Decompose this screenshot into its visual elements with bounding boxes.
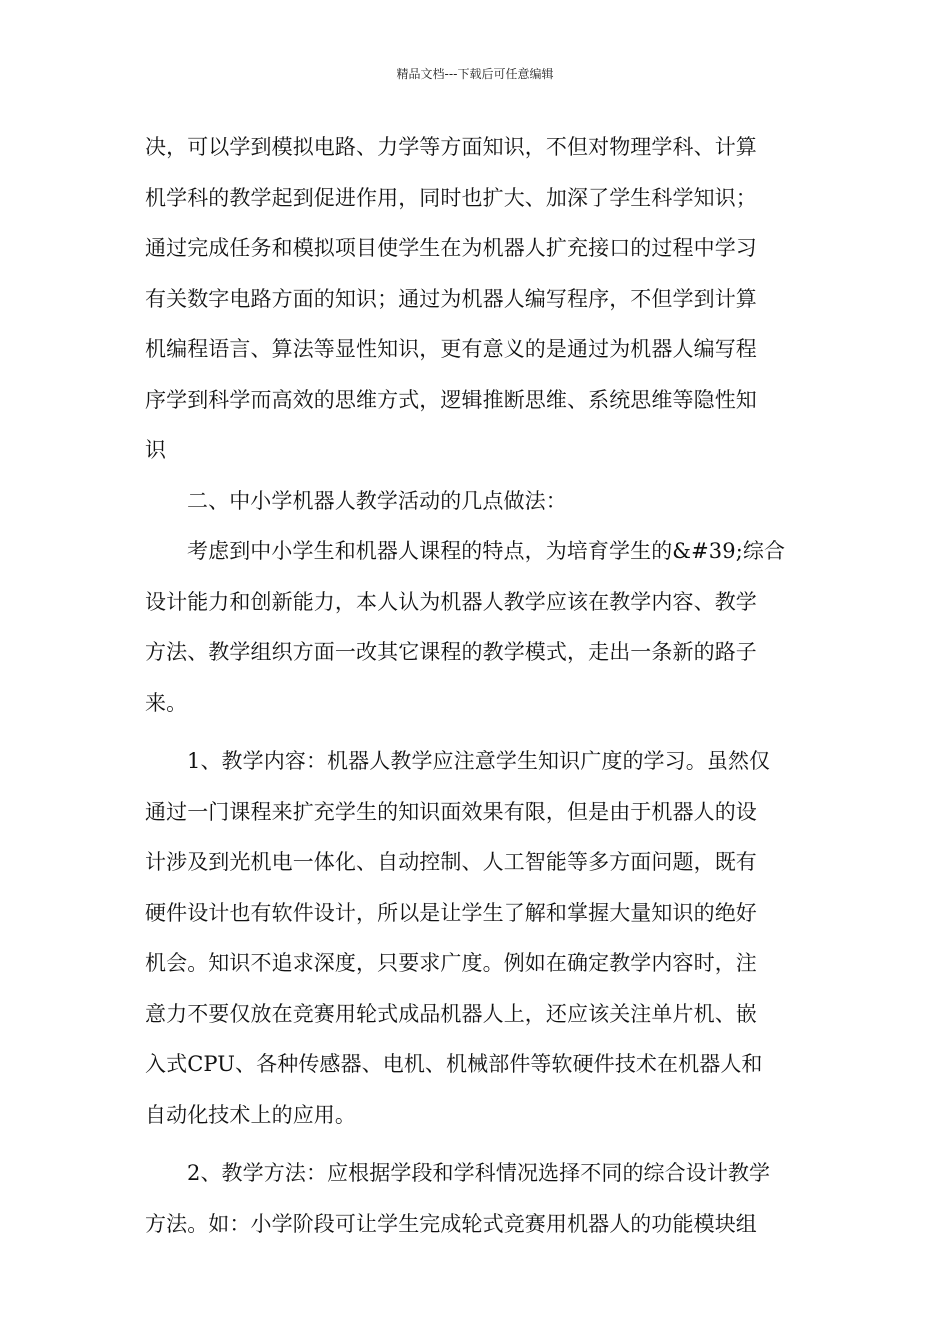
paragraph-line: 有关数字电路方面的知识；通过为机器人编写程序，不但学到计算 <box>145 286 757 311</box>
paragraph-line: 机编程语言、算法等显性知识，更有意义的是通过为机器人编写程 <box>145 337 757 361</box>
paragraph-line: 序学到科学而高效的思维方式，逻辑推断思维、系统思维等隐性知 <box>145 387 757 412</box>
paragraph-gap <box>145 728 810 736</box>
paragraph-line: 硬件设计也有软件设计，所以是让学生了解和掌握大量知识的绝好 <box>145 900 757 925</box>
paragraph-line: 机会。知识不追求深度，只要求广度。例如在确定教学内容时，注 <box>145 951 757 975</box>
paragraph-line: 来。 <box>145 690 188 715</box>
paragraph-line: 通过一门课程来扩充学生的知识面效果有限，但是由于机器人的设 <box>145 799 757 824</box>
paragraph-line: 自动化技术上的应用。 <box>145 1102 356 1127</box>
paragraph-gap <box>145 1140 810 1148</box>
paragraph-line: 意力不要仅放在竞赛用轮式成品机器人上，还应该关注单片机、嵌 <box>145 1001 757 1026</box>
paragraph-line: 1、教学内容：机器人教学应注意学生知识广度的学习。虽然仅 <box>187 749 771 773</box>
paragraph-line: 考虑到中小学生和机器人课程的特点，为培育学生的&#39;综合 <box>187 539 786 563</box>
paragraph-line: 机学科的教学起到促进作用，同时也扩大、加深了学生科学知识； <box>145 185 757 210</box>
paragraph-line: 通过完成任务和模拟项目使学生在为机器人扩充接口的过程中学习 <box>145 236 757 260</box>
paragraph-line: 计涉及到光机电一体化、自动控制、人工智能等多方面问题，既有 <box>145 850 757 874</box>
document-body <box>145 122 810 1249</box>
paragraph-line: 方法、教学组织方面一改其它课程的教学模式，走出一条新的路子 <box>145 640 757 664</box>
paragraph-line: 识 <box>145 438 167 462</box>
paragraph-line: 2、教学方法：应根据学段和学科情况选择不同的综合设计教学 <box>187 1161 771 1185</box>
paragraph-line: 设计能力和创新能力，本人认为机器人教学应该在教学内容、教学 <box>145 589 757 614</box>
paragraph-line: 决，可以学到模拟电路、力学等方面知识，不但对物理学科、计算 <box>145 135 757 159</box>
section-heading: 二、中小学机器人教学活动的几点做法： <box>187 488 567 513</box>
paragraph-line: 入式CPU、各种传感器、电机、机械部件等软硬件技术在机器人和 <box>145 1052 763 1076</box>
paragraph-line: 方法。如：小学阶段可让学生完成轮式竞赛用机器人的功能模块组 <box>145 1211 757 1236</box>
page-header: 精品文档---下载后可任意编辑 <box>396 67 554 81</box>
